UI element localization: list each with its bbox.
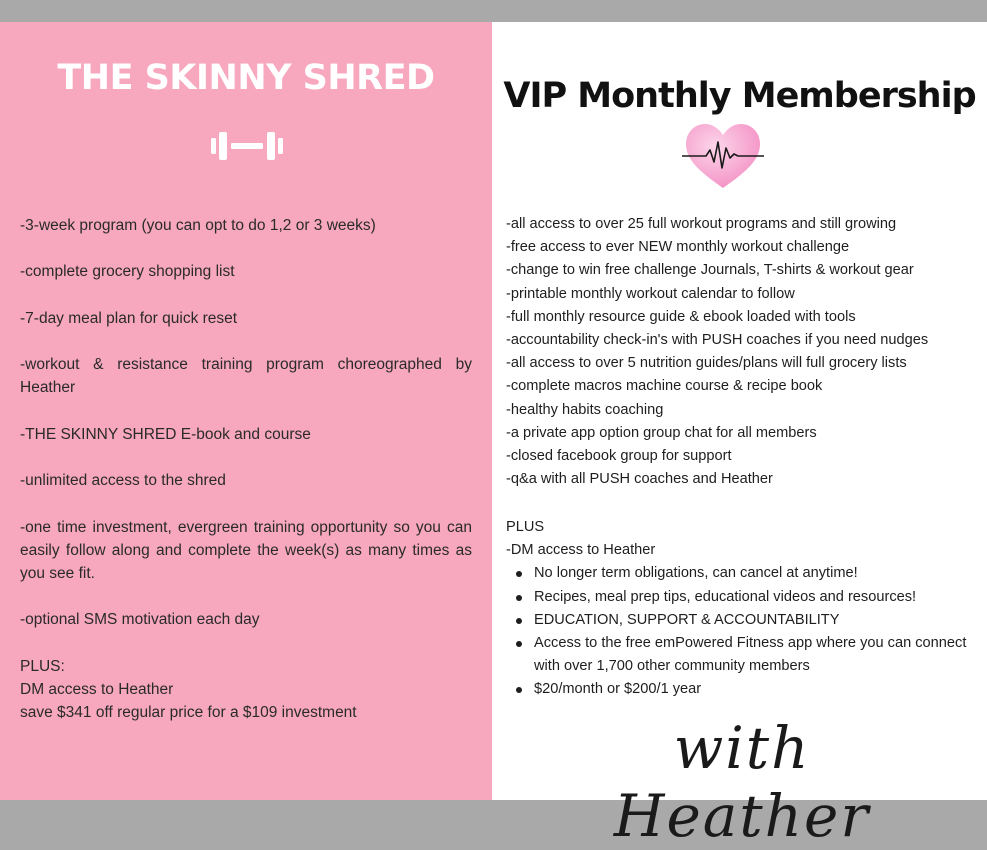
bullet-item: Recipes, meal prep tips, educational videos and resources! [534,586,976,609]
feature-item: -accountability check-in's with PUSH coaches if you need nudges [506,332,929,349]
feature-item: -closed facebook group for support [506,448,732,465]
membership-features [506,213,976,491]
skinny-shred-details [20,214,472,724]
feature-item: -healthy habits coaching [506,401,664,418]
heartbeat-heart-icon [682,120,764,192]
plus-line: -DM access to Heather [506,542,656,559]
plus-line: DM access to Heather [20,680,174,698]
detail-paragraph: -one time investment, evergreen training opportunity so you can easily follow along and complete the week(s) as many times as you see fit. [20,518,472,582]
detail-paragraph: -workout & resistance training program choreographed by Heather [20,356,472,397]
vip-membership-title: VIP Monthly Membership [503,76,976,116]
detail-paragraph: -3-week program (you can opt to do 1,2 or 3 weeks) [20,217,376,234]
detail-paragraph: -7-day meal plan for quick reset [20,309,238,327]
plus-label: PLUS [506,519,545,535]
skinny-shred-title: THE SKINNY SHRED [57,58,435,98]
detail-paragraph: -unlimited access to the shred [20,472,226,490]
plus-bullets [506,562,976,701]
plus-line: save $341 off regular price for a $109 investment [20,704,357,722]
feature-item: -complete macros machine course & recipe book [506,378,823,395]
bullet-item: $20/month or $200/1 year [534,678,976,701]
detail-paragraph: -complete grocery shopping list [20,263,235,281]
plus-label: PLUS: [20,657,65,675]
feature-item: -change to win free challenge Journals, T-shirts & workout gear [506,262,914,279]
feature-item: -a private app option group chat for all members [506,424,817,441]
membership-plus [506,516,976,702]
bullet-item: Access to the free emPowered Fitness app where you can connect with over 1,700 other community members [534,632,976,678]
feature-item: -all access to over 5 nutrition guides/plans will full grocery lists [506,355,907,372]
detail-paragraph: -optional SMS motivation each day [20,611,260,629]
dumbbell-icon [210,130,284,162]
feature-item: -all access to over 25 full workout programs and still growing [506,216,897,232]
detail-paragraph: -THE SKINNY SHRED E-book and course [20,425,311,443]
signature: with Heather [613,714,871,850]
bullet-item: EDUCATION, SUPPORT & ACCOUNTABILITY [534,609,976,632]
feature-item: -free access to ever NEW monthly workout challenge [506,239,850,256]
flyer [0,22,987,850]
vip-membership-panel [492,22,987,850]
feature-item: -printable monthly workout calendar to follow [506,285,795,302]
bullet-item: No longer term obligations, can cancel at anytime! [534,562,976,585]
skinny-shred-panel [0,22,492,800]
feature-item: -q&a with all PUSH coaches and Heather [506,471,773,488]
feature-item: -full monthly resource guide & ebook loaded with tools [506,308,856,325]
